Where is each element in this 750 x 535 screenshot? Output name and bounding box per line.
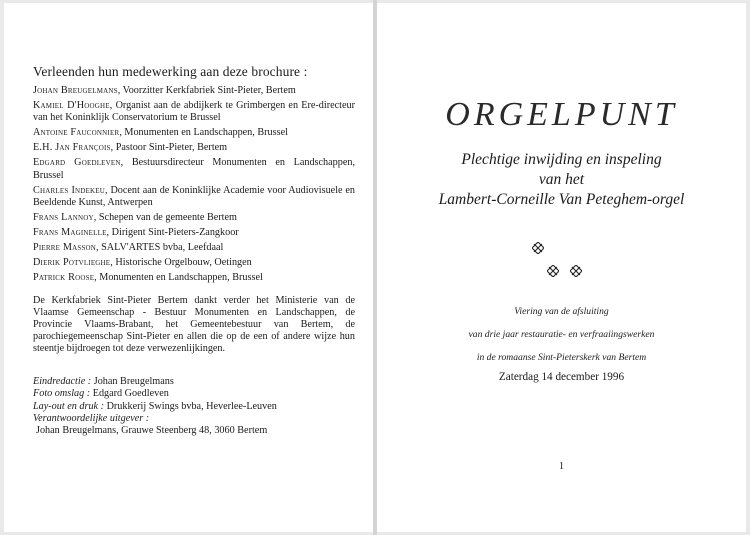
credit-role: , Dirigent Sint-Pieters-Zangkoor <box>106 227 239 239</box>
brochure-subtitle <box>377 150 746 210</box>
credit-name: E.H. Jan François <box>33 142 111 154</box>
credit-name: Antoine Fauconnier <box>33 127 120 139</box>
credit-entry <box>33 100 355 125</box>
page-number: 1 <box>559 461 564 472</box>
thanks-paragraph: De Kerkfabriek Sint-Pieter Bertem dankt verder het Ministerie van de Vlaamse Gemeenschap - Bestuur Monumenten en Landschappen, de Provincie Vlaams-Brabant, het Gemeentebestuur van Bertem, de parochiegemeenschap Sint-Pieter en allen die op de een of andere wijze hun steentje bijdroegen tot deze verwezenlijkingen. <box>33 295 355 355</box>
service-line: van drie jaar restauratie- en verfraaiingswerken <box>468 329 655 340</box>
credit-name: Kamiel D'Hooghe <box>33 100 110 111</box>
credit-name: Dierik Potvlieghe <box>33 257 111 269</box>
ornament-group <box>377 240 746 280</box>
colophon-publisher-label: Verantwoordelijke uitgever : <box>33 412 150 424</box>
credit-name: Edgard Goedleven <box>33 157 121 169</box>
colophon <box>33 376 355 437</box>
credit-role: , Docent aan de Koninklijke Academie voor Audiovisuele en Beeldende Kunst, Antwerpen <box>33 184 356 209</box>
service-description <box>377 300 746 369</box>
credit-name: Johan Breugelmans <box>33 85 118 96</box>
credit-role: , SALV'ARTES bvba, Leefdaal <box>96 242 224 254</box>
colophon-publisher <box>33 413 355 425</box>
colophon-photo-value: Edgard Goedleven <box>90 388 169 400</box>
event-date: Zaterdag 14 december 1996 <box>498 371 625 383</box>
credit-entry <box>33 212 355 224</box>
credit-name: Frans Lannoy <box>33 212 94 224</box>
credit-role: , Pastoor Sint-Pieter, Bertem <box>110 142 228 154</box>
credit-role: , Monumenten en Landschappen, Brussel <box>94 272 263 284</box>
credit-role: , Schepen van de gemeente Bertem <box>93 212 237 224</box>
credit-entry <box>33 85 355 97</box>
credit-name: Charles Indekeu <box>33 184 106 196</box>
credit-entry <box>33 242 355 254</box>
credit-name: Frans Maginelle <box>33 227 107 239</box>
colophon-photo-label: Foto omslag : <box>33 388 91 400</box>
credit-entry <box>33 257 355 269</box>
credit-name: Patrick Roose <box>33 272 95 284</box>
service-line: in de romaanse Sint-Pieterskerk van Bertem <box>476 352 647 363</box>
credit-role: , Bestuursdirecteur Monumenten en Landschappen, Brussel <box>33 157 355 181</box>
credit-role: , Historische Orgelbouw, Oetingen <box>110 257 252 269</box>
credit-entry <box>33 157 355 182</box>
subtitle-line: Lambert-Corneille Van Peteghem-orgel <box>438 191 685 208</box>
credit-entry <box>33 142 355 154</box>
credit-name: Pierre Masson <box>33 242 97 254</box>
crossed-diamond-ornament-icon <box>547 265 559 277</box>
credit-entry <box>33 227 355 239</box>
crossed-diamond-ornament-icon <box>532 242 544 254</box>
subtitle-line: Plechtige inwijding en inspeling <box>461 151 662 168</box>
subtitle-line: van het <box>538 171 585 188</box>
colophon-publisher-value: Johan Breugelmans, Grauwe Steenberg 48, 3060 Bertem <box>36 425 268 437</box>
credit-entry <box>33 272 355 284</box>
service-line: Viering van de afsluiting <box>514 306 609 317</box>
colophon-editor-label: Eindredactie : <box>33 376 92 387</box>
colophon-layout-value: Drukkerij Swings bvba, Heverlee-Leuven <box>104 400 277 412</box>
brochure-title: ORGELPUNT <box>445 96 678 133</box>
credits-heading: Verleenden hun medewerking aan deze brochure : <box>33 64 308 79</box>
credit-role: , Voorzitter Kerkfabriek Sint-Pieter, Bertem <box>117 85 296 96</box>
credit-role: , Organist aan de abdijkerk te Grimbergen en Ere-directeur van het Koninklijk Conservatorium te Brussel <box>33 100 355 124</box>
credit-entry <box>33 185 355 210</box>
credit-role: , Monumenten en Landschappen, Brussel <box>119 127 288 139</box>
colophon-layout-label: Lay-out en druk : <box>33 400 105 412</box>
credit-entry <box>33 127 355 139</box>
colophon-layout <box>33 401 355 413</box>
credits-list <box>33 85 355 287</box>
colophon-photo <box>33 388 355 400</box>
colophon-editor-value: Johan Breugelmans <box>91 376 174 387</box>
crossed-diamond-ornament-icon <box>570 265 582 277</box>
colophon-editor <box>33 376 355 388</box>
